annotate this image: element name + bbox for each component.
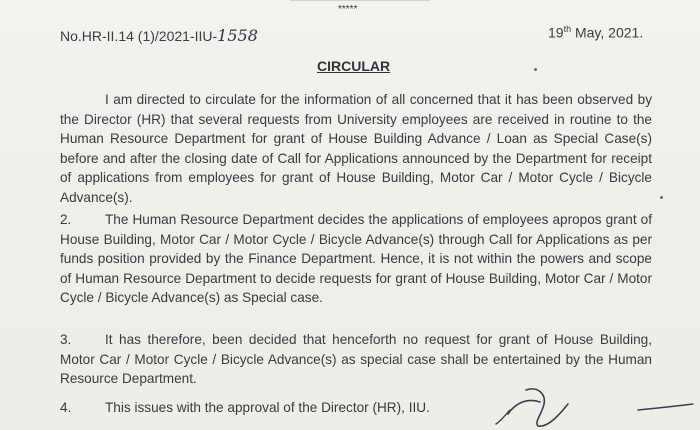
paragraph-1: I am directed to circulate for the information of all concerned that it has been observed by the Director (HR) that several requests from University employees are received in routine to the Human Resource Department for grant of House Building Advance / Loan as Special Case(s) before and after the closing date of Call for Applications announced by the Department for receipt of applications from employees for grant of House Building, Motor Car / Motor Cycle / Bicycle Advance(s). xyxy=(60,92,652,205)
date-month-year: May, 2021. xyxy=(571,24,644,41)
reference-number xyxy=(60,26,258,45)
paragraph-number: 3. xyxy=(60,332,72,347)
paragraph-4-text: This issues with the approval of the Director (HR), IIU. xyxy=(105,400,430,415)
handwritten-signature xyxy=(488,384,698,430)
circular-date xyxy=(548,24,643,41)
date-suffix: th xyxy=(563,24,572,34)
separator-stars: ***** xyxy=(338,4,358,15)
document-title: CIRCULAR xyxy=(317,58,391,74)
paragraph-number: 2. xyxy=(60,212,72,227)
reference-prefix: No.HR-II.14 (1)/2021-IIU- xyxy=(60,28,218,44)
handwritten-reference-number: 1558 xyxy=(217,26,258,45)
paragraph-2-text: The Human Resource Department decides the applications of employees apropos grant of House Building, Motor Car / Motor Cycle / Bicycle Advance(s) through Call for Applications as per funds position provided by the Finance Department. Hence, it is not within the powers and scope of Human Resource Department to decide requests for grant of House Building, Motor Car / Motor Cycle / Bicycle Advance(s) as Special case. xyxy=(60,212,652,305)
paragraph-number: 4. xyxy=(60,400,72,415)
top-edge-line xyxy=(290,0,430,3)
scan-speck xyxy=(660,196,663,199)
date-day: 19 xyxy=(548,24,564,41)
paragraph-3-text: It has therefore, been decided that henceforth no request for grant of House Building, Motor Car / Motor Cycle / Bicycle Advance(s) as special case shall be entertained by the Human Resource Department. xyxy=(60,332,652,386)
scan-speck xyxy=(534,68,537,71)
paragraph-3 xyxy=(60,330,652,389)
paragraph-2 xyxy=(60,210,652,308)
